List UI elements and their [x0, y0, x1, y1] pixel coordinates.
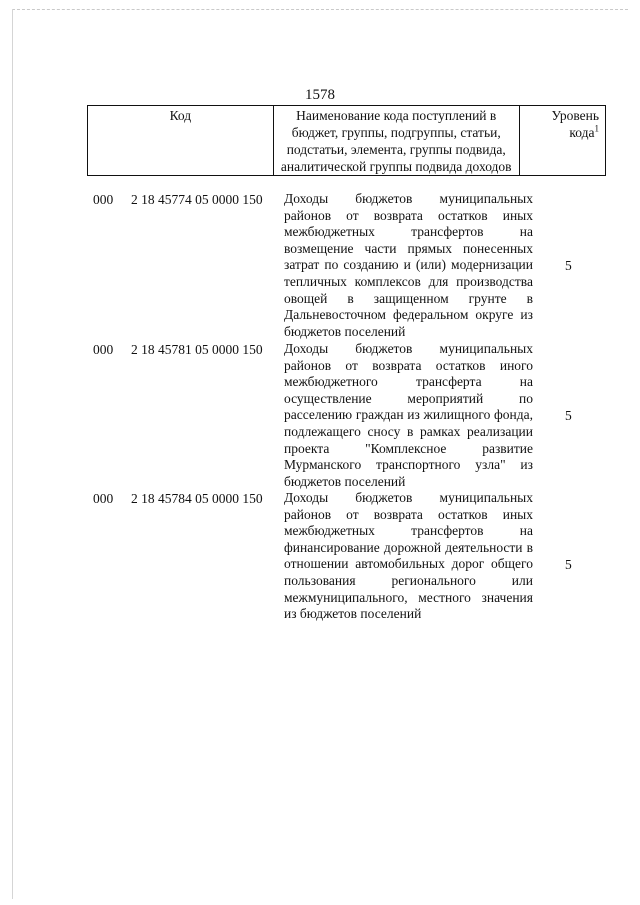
header-table: [87, 105, 606, 176]
page-edge-top: [12, 9, 628, 10]
header-code: [88, 106, 274, 176]
header-row: [88, 106, 606, 176]
row-level: 5: [565, 557, 572, 572]
header-code-label: Код: [169, 108, 192, 123]
row-level: 5: [565, 258, 572, 273]
row-description: Доходы бюджетов муниципальных районов от возврата остатков иных межбюджетных трансфертов на финансирование дорожной деятельности в отношении автомобильных дорог общего пользования регионального или межмуниципального, местного значения из бюджетов поселений: [284, 490, 533, 622]
page-number: 1578: [305, 87, 335, 103]
row-level: 5: [565, 408, 572, 423]
row-budget-code: 2 18 45781 05 0000 150: [131, 342, 263, 357]
row-budget-code: 2 18 45784 05 0000 150: [131, 491, 263, 506]
row-budget-code: 2 18 45774 05 0000 150: [131, 192, 263, 207]
row-description: Доходы бюджетов муниципальных районов от возврата остатков иного межбюджетного трансферта на осуществление мероприятий по расселению граждан из жилищного фонда, подлежащего сносу в рамках реализации проекта "Комплексное развитие Мурманского транспортного узла" из бюджетов поселений: [284, 341, 533, 489]
row-admin-code: 000: [93, 342, 114, 357]
header-level: [519, 106, 605, 176]
row-admin-code: 000: [93, 192, 114, 207]
header-name: [273, 106, 519, 176]
header-level-footnote: 1: [594, 123, 599, 134]
header-name-label: Наименование кода поступлений в бюджет, группы, подгруппы, статьи, подстатьи, элемента, группы подвида, аналитической группы подвида доходов: [280, 108, 512, 174]
header-level-label: Уровень кода: [551, 108, 599, 140]
row-admin-code: 000: [93, 491, 114, 506]
row-description: Доходы бюджетов муниципальных районов от возврата остатков иных межбюджетных трансфертов на возмещение части прямых понесенных затрат по созданию и (или) модернизации тепличных комплексов для производства овощей в защищенном грунте в Дальневосточном федеральном округе из бюджетов поселений: [284, 191, 533, 339]
page-edge-left: [12, 9, 13, 899]
